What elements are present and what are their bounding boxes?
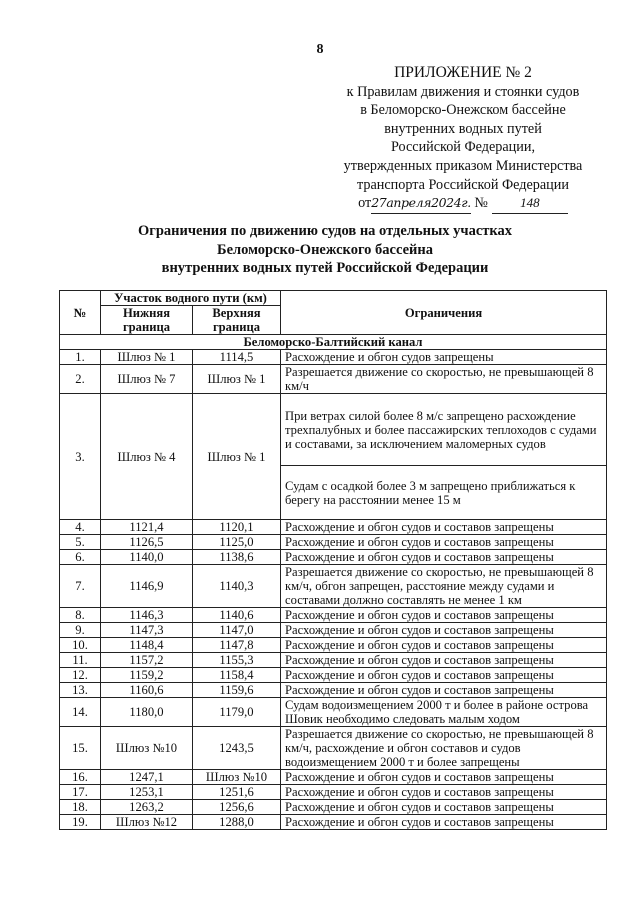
table-row bbox=[60, 698, 607, 727]
appendix-line: к Правилам движения и стоянки судов bbox=[346, 83, 580, 100]
row-upper-bound: 1243,5 bbox=[193, 727, 281, 770]
row-lower-bound: Шлюз № 4 bbox=[101, 394, 193, 520]
row-upper-bound: 1138,6 bbox=[193, 550, 281, 565]
row-lower-bound: Шлюз № 7 bbox=[101, 365, 193, 394]
row-lower-bound: 1126,5 bbox=[101, 535, 193, 550]
number-prefix: № bbox=[474, 195, 488, 212]
row-upper-bound: Шлюз №10 bbox=[193, 770, 281, 785]
row-upper-bound: 1114,5 bbox=[193, 350, 281, 365]
row-restriction: Расхождение и обгон судов и составов запрещены bbox=[281, 668, 607, 683]
header-section: Участок водного пути (км) bbox=[101, 291, 281, 306]
row-restriction: Расхождение и обгон судов и составов запрещены bbox=[281, 535, 607, 550]
row-lower-bound: 1146,3 bbox=[101, 608, 193, 623]
row-restriction: Судам с осадкой более 3 м запрещено приближаться к берегу на расстоянии менее 15 м bbox=[281, 466, 607, 520]
row-num: 3. bbox=[60, 394, 101, 520]
table-row bbox=[60, 535, 607, 550]
row-upper-bound: 1158,4 bbox=[193, 668, 281, 683]
table-row bbox=[60, 668, 607, 683]
row-upper-bound: 1288,0 bbox=[193, 815, 281, 830]
row-restriction: Расхождение и обгон судов запрещены bbox=[281, 350, 607, 365]
table-row bbox=[60, 608, 607, 623]
title-line: Ограничения по движению судов на отдельных участках bbox=[137, 223, 513, 239]
table-row bbox=[60, 350, 607, 365]
row-restriction: Расхождение и обгон судов и составов запрещены bbox=[281, 623, 607, 638]
table-row bbox=[60, 565, 607, 608]
row-upper-bound: 1140,3 bbox=[193, 565, 281, 608]
document-title bbox=[30, 222, 620, 278]
row-upper-bound: 1179,0 bbox=[193, 698, 281, 727]
row-num: 9. bbox=[60, 623, 101, 638]
table-row bbox=[60, 815, 607, 830]
row-lower-bound: 1160,6 bbox=[101, 683, 193, 698]
table-row bbox=[60, 683, 607, 698]
table-row bbox=[60, 785, 607, 800]
row-num: 1. bbox=[60, 350, 101, 365]
row-restriction: Расхождение и обгон судов и составов запрещены bbox=[281, 608, 607, 623]
row-upper-bound: Шлюз № 1 bbox=[193, 394, 281, 520]
row-lower-bound: 1140,0 bbox=[101, 550, 193, 565]
row-num: 14. bbox=[60, 698, 101, 727]
row-upper-bound: 1140,6 bbox=[193, 608, 281, 623]
row-restriction: Судам водоизмещением 2000 т и более в районе острова Шовик необходимо следовать малым ходом bbox=[281, 698, 607, 727]
table-row bbox=[60, 770, 607, 785]
row-lower-bound: Шлюз №12 bbox=[101, 815, 193, 830]
row-upper-bound: 1256,6 bbox=[193, 800, 281, 815]
row-upper-bound: 1147,0 bbox=[193, 623, 281, 638]
header-upper-bound: Верхняя граница bbox=[193, 306, 281, 335]
row-num: 18. bbox=[60, 800, 101, 815]
header-lower-bound: Нижняя граница bbox=[101, 306, 193, 335]
row-lower-bound: 1148,4 bbox=[101, 638, 193, 653]
restrictions-table bbox=[59, 290, 607, 830]
handwritten-date: 27апреля2024г. bbox=[371, 194, 471, 214]
row-restriction: Расхождение и обгон судов и составов запрещены bbox=[281, 770, 607, 785]
table-row bbox=[60, 638, 607, 653]
handwritten-number: 148 bbox=[492, 194, 568, 214]
row-upper-bound: 1120,1 bbox=[193, 520, 281, 535]
section-name: Беломорско-Балтийский канал bbox=[60, 335, 607, 350]
row-lower-bound: 1253,1 bbox=[101, 785, 193, 800]
row-num: 5. bbox=[60, 535, 101, 550]
row-restriction: Разрешается движение со скоростью, не превышающей 8 км/ч, обгон запрещен, расстояние между судами и составами должно составлять не менее 1 км bbox=[281, 565, 607, 608]
row-restriction: Расхождение и обгон судов и составов запрещены bbox=[281, 638, 607, 653]
header-num: № bbox=[60, 291, 101, 335]
row-lower-bound: 1147,3 bbox=[101, 623, 193, 638]
row-lower-bound: 1121,4 bbox=[101, 520, 193, 535]
page-number: 8 bbox=[316, 42, 324, 57]
row-upper-bound: 1159,6 bbox=[193, 683, 281, 698]
table-row bbox=[60, 623, 607, 638]
row-restriction: Расхождение и обгон судов и составов запрещены bbox=[281, 800, 607, 815]
appendix-line: утвержденных приказом Министерства bbox=[343, 157, 583, 174]
table-row bbox=[60, 653, 607, 668]
appendix-line: в Беломорско-Онежском бассейне bbox=[360, 102, 566, 119]
title-line: внутренних водных путей Российской Федерации bbox=[161, 260, 489, 276]
row-num: 19. bbox=[60, 815, 101, 830]
row-lower-bound: 1180,0 bbox=[101, 698, 193, 727]
row-upper-bound: 1155,3 bbox=[193, 653, 281, 668]
row-upper-bound: 1147,8 bbox=[193, 638, 281, 653]
row-upper-bound: 1125,0 bbox=[193, 535, 281, 550]
row-num: 12. bbox=[60, 668, 101, 683]
appendix-header bbox=[298, 64, 628, 214]
row-upper-bound: Шлюз № 1 bbox=[193, 365, 281, 394]
header-restrictions: Ограничения bbox=[281, 291, 607, 335]
row-lower-bound: 1247,1 bbox=[101, 770, 193, 785]
row-num: 13. bbox=[60, 683, 101, 698]
row-num: 6. bbox=[60, 550, 101, 565]
appendix-title: ПРИЛОЖЕНИЕ № 2 bbox=[394, 64, 532, 81]
title-line: Беломорско-Онежского бассейна bbox=[216, 241, 434, 258]
row-restriction: Расхождение и обгон судов и составов запрещены bbox=[281, 653, 607, 668]
row-restriction: Разрешается движение со скоростью, не превышающей 8 км/ч, расхождение и обгон составов и судов водоизмещением 2000 т и более запрещены bbox=[281, 727, 607, 770]
row-restriction: Расхождение и обгон судов и составов запрещены bbox=[281, 683, 607, 698]
row-lower-bound: 1157,2 bbox=[101, 653, 193, 668]
order-date-number bbox=[358, 194, 568, 214]
table-row bbox=[60, 550, 607, 565]
table-row bbox=[60, 727, 607, 770]
row-restriction: Расхождение и обгон судов и составов запрещены bbox=[281, 520, 607, 535]
table-row bbox=[60, 365, 607, 394]
row-num: 16. bbox=[60, 770, 101, 785]
row-lower-bound: 1146,9 bbox=[101, 565, 193, 608]
row-lower-bound: Шлюз №10 bbox=[101, 727, 193, 770]
row-lower-bound: Шлюз № 1 bbox=[101, 350, 193, 365]
from-prefix: от bbox=[358, 195, 372, 212]
row-lower-bound: 1263,2 bbox=[101, 800, 193, 815]
row-num: 17. bbox=[60, 785, 101, 800]
appendix-line: транспорта Российской Федерации bbox=[357, 176, 569, 193]
row-num: 10. bbox=[60, 638, 101, 653]
appendix-line: Российской Федерации, bbox=[390, 139, 535, 156]
row-lower-bound: 1159,2 bbox=[101, 668, 193, 683]
row-num: 15. bbox=[60, 727, 101, 770]
row-num: 4. bbox=[60, 520, 101, 535]
table-row bbox=[60, 520, 607, 535]
table-row bbox=[60, 800, 607, 815]
row-num: 2. bbox=[60, 365, 101, 394]
row-restriction: При ветрах силой более 8 м/с запрещено расхождение трехпалубных и более пассажирских теплоходов с судами и составами, за исключением маломерных судов bbox=[281, 394, 607, 466]
table-row bbox=[60, 394, 607, 466]
row-num: 11. bbox=[60, 653, 101, 668]
row-num: 7. bbox=[60, 565, 101, 608]
appendix-line: внутренних водных путей bbox=[384, 120, 542, 137]
row-restriction: Разрешается движение со скоростью, не превышающей 8 км/ч bbox=[281, 365, 607, 394]
row-upper-bound: 1251,6 bbox=[193, 785, 281, 800]
row-num: 8. bbox=[60, 608, 101, 623]
row-restriction: Расхождение и обгон судов и составов запрещены bbox=[281, 785, 607, 800]
row-restriction: Расхождение и обгон судов и составов запрещены bbox=[281, 550, 607, 565]
row-restriction: Расхождение и обгон судов и составов запрещены bbox=[281, 815, 607, 830]
